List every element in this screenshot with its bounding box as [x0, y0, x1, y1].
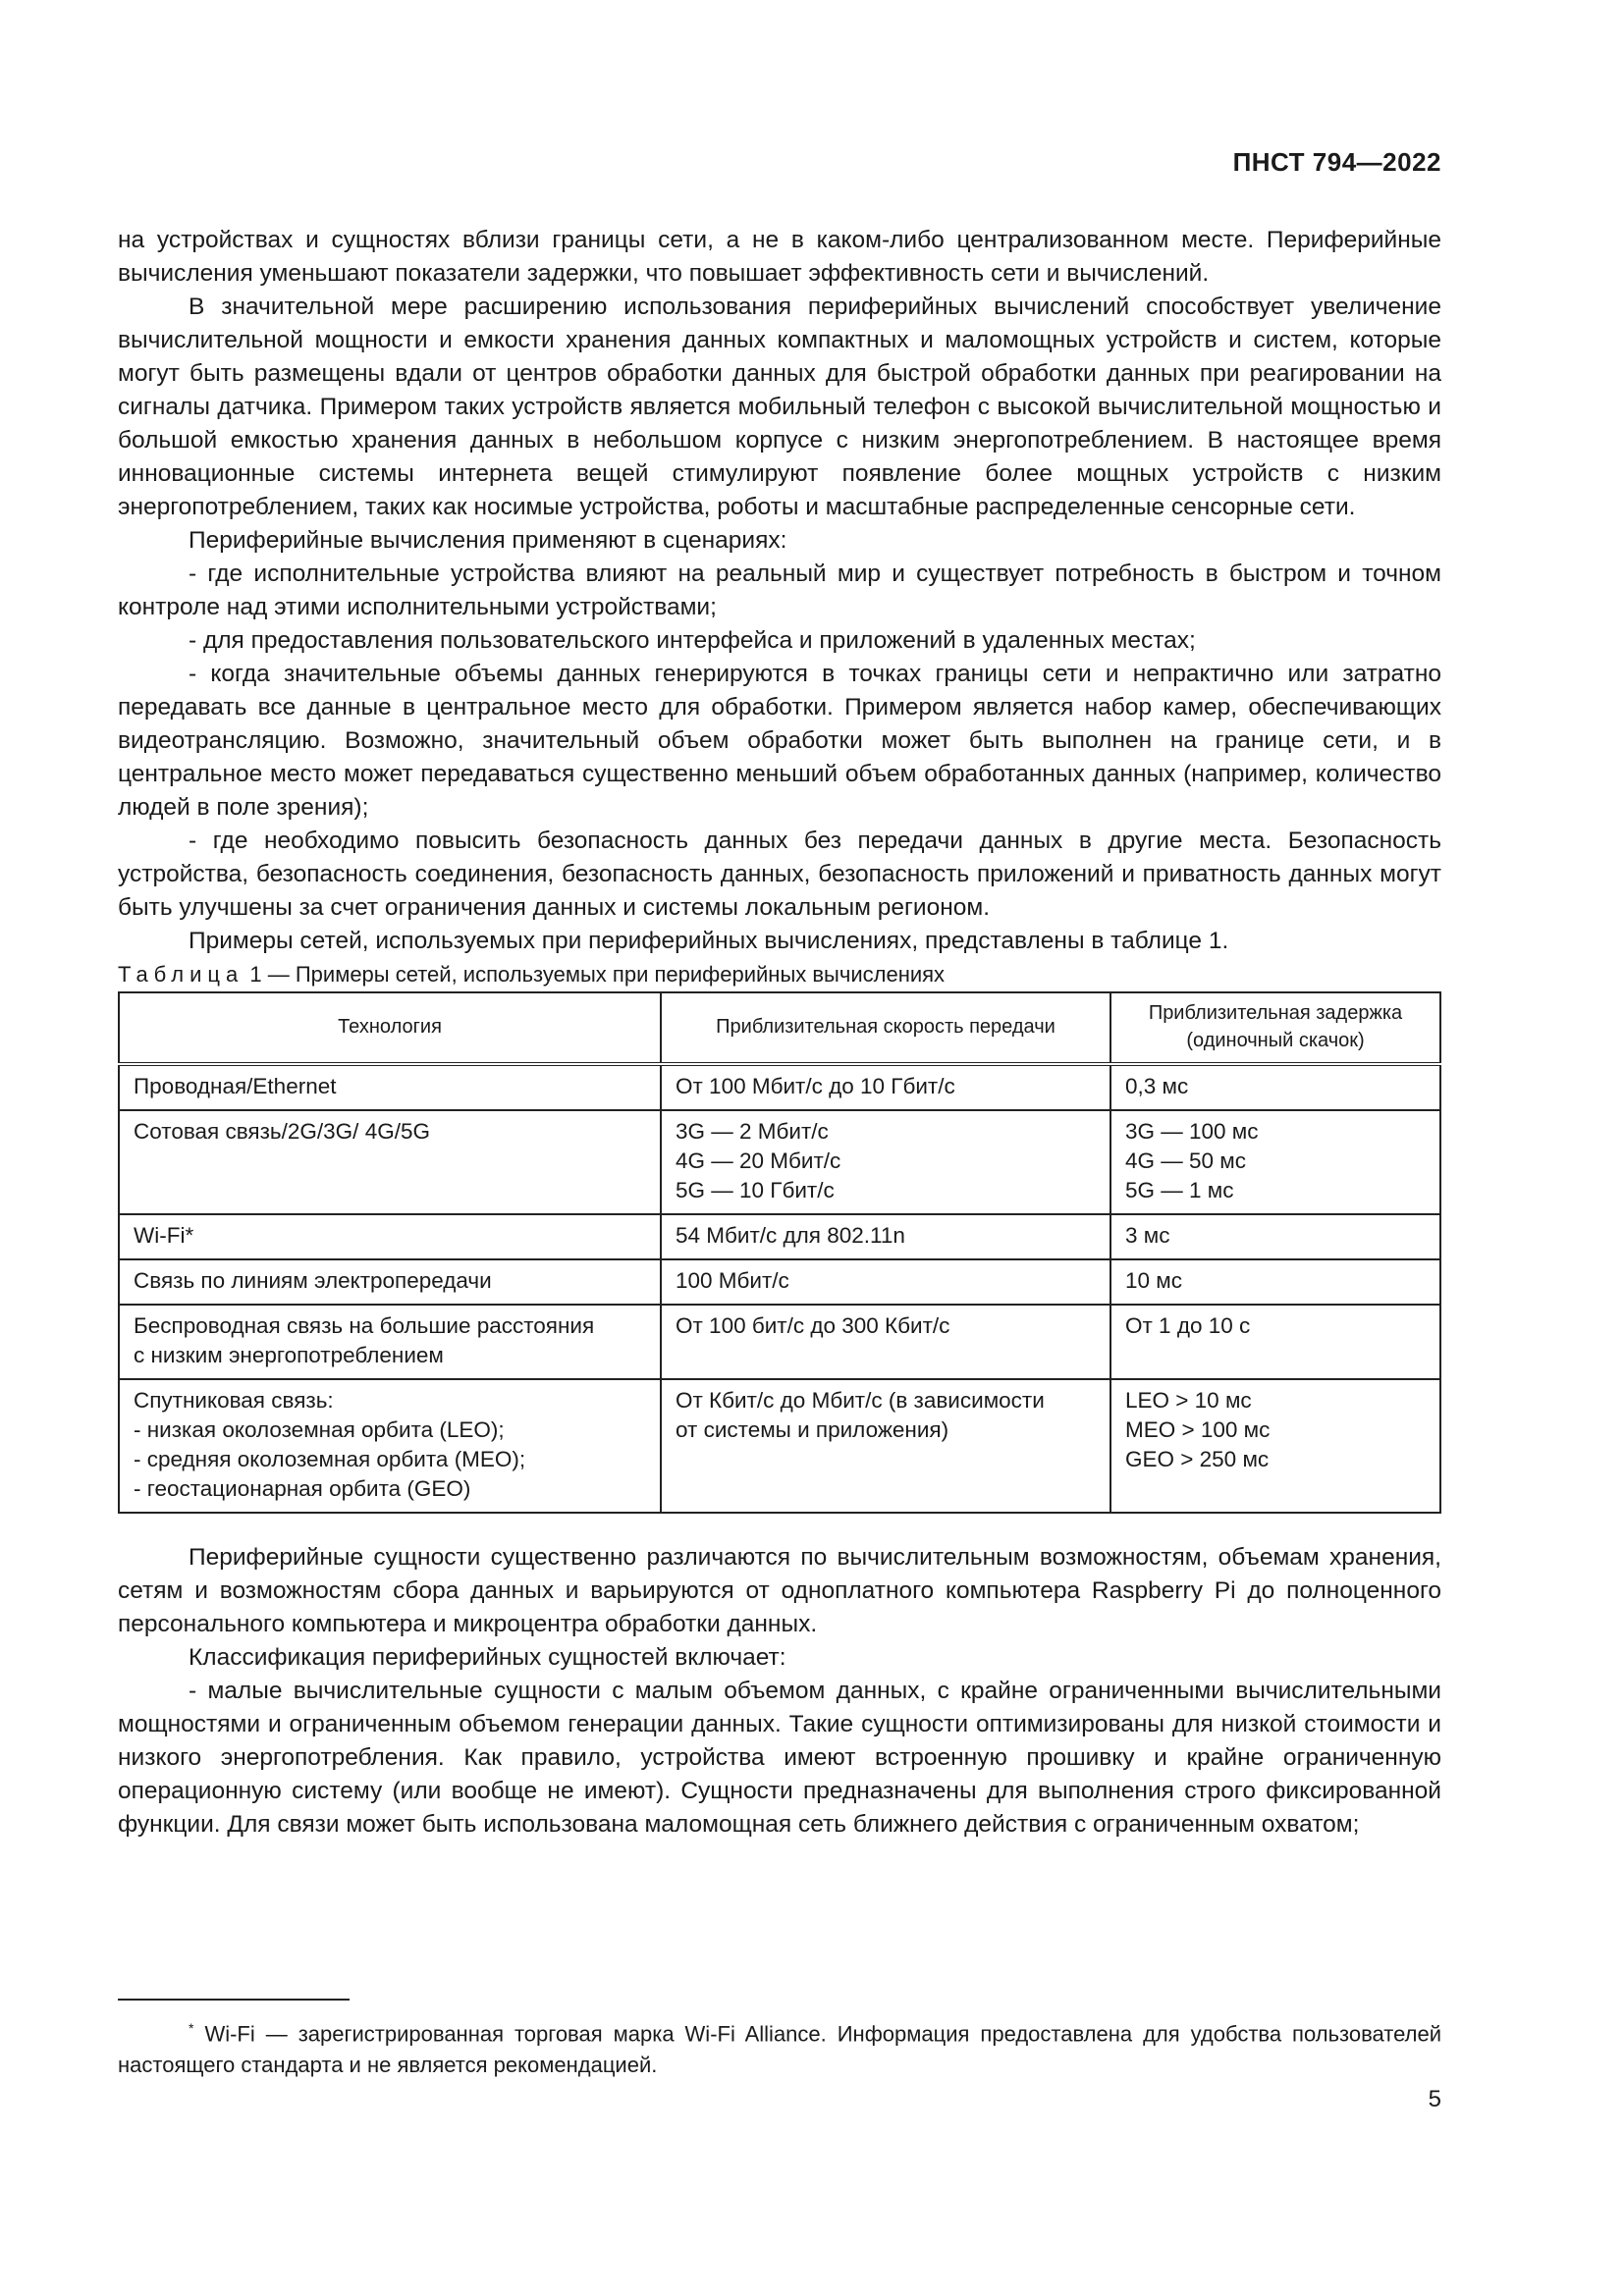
paragraph: - где необходимо повысить безопасность данных без передачи данных в другие места. Безопасность устройства, безопасность соединения, безопасность данных, безопасность приложений и приватность данных могут быть улучшены за счет ограничения данных и системы локальным регионом.: [118, 828, 1441, 921]
cell-latency: [1110, 1214, 1440, 1259]
cell-line: - средняя околоземная орбита (MEO);: [134, 1447, 526, 1471]
cell-tech: [119, 1379, 661, 1513]
header-latency: Приблизительная задержка (одиночный скачок): [1110, 992, 1440, 1064]
footnote-divider: [118, 1999, 350, 2001]
cell-line: 5G — 10 Гбит/с: [676, 1178, 835, 1202]
cell-latency: [1110, 1110, 1440, 1214]
paragraph: - малые вычислительные сущности с малым объемом данных, с крайне ограниченными вычислительными мощностями и ограниченным объемом генерации данных. Такие сущности оптимизированы для низкой стоимости и низкого энергопотребления. Как правило, устройства имеют встроенную прошивку и крайне ограниченную операционную систему (или вообще не имеют). Сущности предназначены для выполнения строго фиксированной функции. Для связи может быть использована маломощная сеть ближнего действия с ограниченным охватом;: [118, 1678, 1441, 1838]
cell-line: 3G — 100 мс: [1125, 1119, 1259, 1144]
cell-latency: [1110, 1305, 1440, 1379]
table-row: [119, 1110, 1440, 1214]
footnote: [118, 2012, 1441, 2081]
table-row: [119, 1064, 1440, 1110]
table-row: [119, 1259, 1440, 1305]
cell-line: Проводная/Ethernet: [134, 1074, 337, 1098]
cell-line: от системы и приложения): [676, 1417, 949, 1442]
cell-line: Беспроводная связь на большие расстояния: [134, 1313, 595, 1338]
table-row: [119, 1214, 1440, 1259]
cell-latency: [1110, 1259, 1440, 1305]
networks-table: [118, 991, 1441, 1514]
table-header-row: [119, 992, 1440, 1064]
header-speed: Приблизительная скорость передачи: [661, 992, 1110, 1064]
paragraph: - для предоставления пользовательского интерфейса и приложений в удаленных местах;: [189, 627, 1196, 654]
paragraph: на устройствах и сущностях вблизи границы сети, а не в каком-либо централизованном месте. Периферийные вычисления уменьшают показатели задержки, что повышает эффективность сети и вычислений.: [118, 227, 1441, 287]
cell-speed: [661, 1259, 1110, 1305]
cell-line: 5G — 1 мс: [1125, 1178, 1234, 1202]
cell-line: От 100 бит/с до 300 Кбит/с: [676, 1313, 950, 1338]
cell-line: - низкая околоземная орбита (LEO);: [134, 1417, 505, 1442]
caption-label: Таблица: [118, 962, 244, 987]
paragraph: Периферийные сущности существенно различаются по вычислительным возможностям, объемам хранения, сетям и возможностям сбора данных и варьируются от одноплатного компьютера Raspberry Pi до полноценного персонального компьютера и микроцентра обработки данных.: [118, 1544, 1441, 1637]
cell-line: с низким энергопотреблением: [134, 1343, 444, 1367]
cell-latency: [1110, 1379, 1440, 1513]
cell-speed: [661, 1064, 1110, 1110]
cell-line: Спутниковая связь:: [134, 1388, 334, 1413]
document-number: ПНСТ 794—2022: [1232, 147, 1441, 177]
cell-line: От 100 Мбит/с до 10 Гбит/с: [676, 1074, 955, 1098]
footnote-mark: *: [189, 2020, 194, 2036]
cell-speed: [661, 1379, 1110, 1513]
caption-text: 1 — Примеры сетей, используемых при периферийных вычислениях: [249, 962, 946, 987]
cell-line: LEO > 10 мс: [1125, 1388, 1252, 1413]
cell-line: MEO > 100 мс: [1125, 1417, 1271, 1442]
paragraphs-after-table: [118, 1541, 1441, 1842]
paragraph: Периферийные вычисления применяют в сценариях:: [189, 527, 787, 554]
table-caption: [118, 958, 1441, 991]
page-number: 5: [1428, 2086, 1441, 2112]
paragraph: Примеры сетей, используемых при периферийных вычислениях, представлены в таблице 1.: [189, 928, 1229, 954]
cell-line: - геостационарная орбита (GEO): [134, 1476, 471, 1501]
cell-latency: [1110, 1064, 1440, 1110]
cell-line: Сотовая связь/2G/3G/ 4G/5G: [134, 1119, 430, 1144]
cell-speed: [661, 1214, 1110, 1259]
cell-line: 4G — 50 мс: [1125, 1148, 1247, 1173]
cell-tech: [119, 1259, 661, 1305]
cell-line: 3 мс: [1125, 1223, 1170, 1248]
cell-line: 100 Мбит/с: [676, 1268, 789, 1293]
table-row: [119, 1305, 1440, 1379]
cell-line: 3G — 2 Мбит/с: [676, 1119, 829, 1144]
cell-tech: [119, 1110, 661, 1214]
footnote-text: Wi-Fi — зарегистрированная торговая марка Wi-Fi Alliance. Информация предоставлена для удобства пользователей настоящего стандарта и не является рекомендацией.: [118, 2021, 1441, 2078]
cell-line: От 1 до 10 с: [1125, 1313, 1251, 1338]
paragraph: В значительной мере расширению использования периферийных вычислений способствует увеличение вычислительной мощности и емкости хранения данных компактных и маломощных устройств и систем, которые могут быть размещены вдали от центров обработки данных для быстрой обработки данных при реагировании на сигналы датчика. Примером таких устройств является мобильный телефон с высокой вычислительной мощностью и большой емкостью хранения данных в небольшом корпусе с низким энергопотреблением. В настоящее время инновационные системы интернета вещей стимулируют появление более мощных устройств с низким энергопотреблением, таких как носимые устройства, роботы и масштабные распределенные сенсорные сети.: [118, 294, 1441, 520]
cell-line: 0,3 мс: [1125, 1074, 1189, 1098]
cell-line: Wi-Fi*: [134, 1223, 194, 1248]
cell-tech: [119, 1305, 661, 1379]
cell-line: GEO > 250 мс: [1125, 1447, 1270, 1471]
cell-line: 10 мс: [1125, 1268, 1182, 1293]
cell-line: Связь по линиям электропередачи: [134, 1268, 492, 1293]
paragraphs-before-table: [118, 224, 1441, 958]
cell-line: 4G — 20 Мбит/с: [676, 1148, 841, 1173]
header-technology: Технология: [119, 992, 661, 1064]
paragraph: - где исполнительные устройства влияют на реальный мир и существует потребность в быстром и точном контроле над этими исполнительными устройствами;: [118, 561, 1441, 620]
page-body: [118, 224, 1441, 1842]
cell-line: От Кбит/с до Мбит/с (в зависимости: [676, 1388, 1045, 1413]
table-row: [119, 1379, 1440, 1513]
cell-speed: [661, 1110, 1110, 1214]
cell-line: 54 Мбит/с для 802.11n: [676, 1223, 905, 1248]
cell-tech: [119, 1064, 661, 1110]
paragraph: - когда значительные объемы данных генерируются в точках границы сети и непрактично или затратно передавать все данные в центральное место для обработки. Примером является набор камер, обеспечивающих видеотрансляцию. Возможно, значительный объем обработки может быть выполнен на границе сети, и в центральное место может передаваться существенно меньший объем обработанных данных (например, количество людей в поле зрения);: [118, 661, 1441, 821]
cell-speed: [661, 1305, 1110, 1379]
cell-tech: [119, 1214, 661, 1259]
paragraph: Классификация периферийных сущностей включает:: [189, 1644, 786, 1671]
